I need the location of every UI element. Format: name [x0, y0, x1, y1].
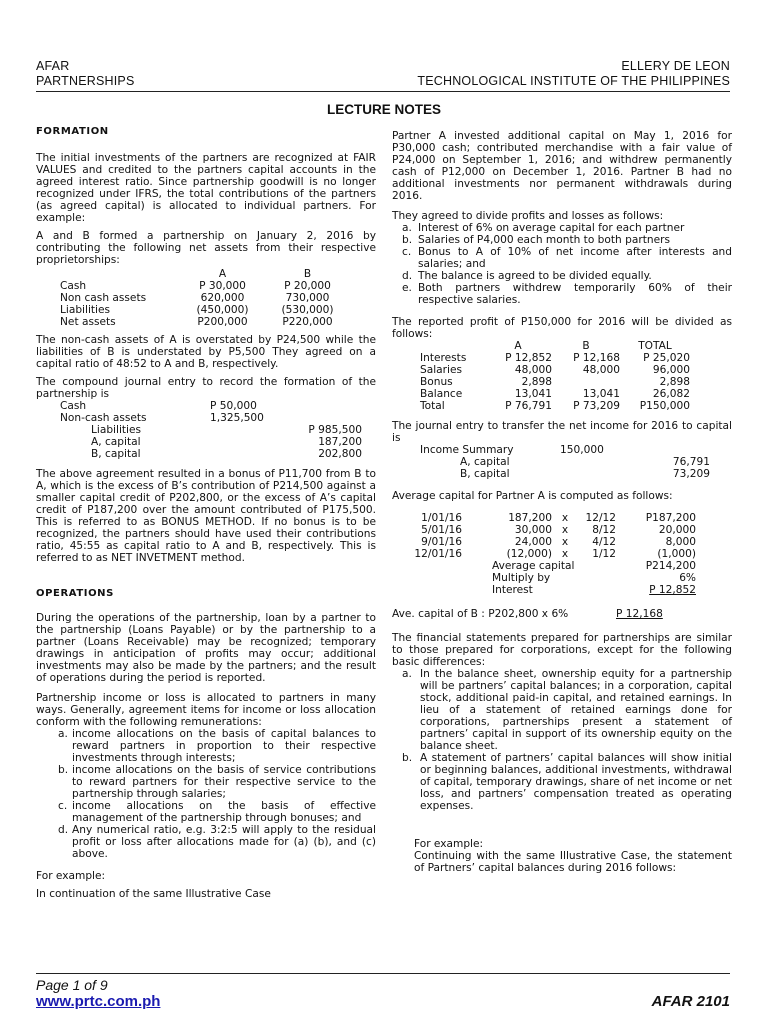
- header-row-1: [36, 59, 730, 73]
- table-row: Multiply by 6%: [492, 572, 696, 584]
- for-example: For example:: [36, 870, 106, 882]
- header-topic: PARTNERSHIPS: [36, 74, 135, 88]
- table-row: Average capital P214,200: [492, 560, 696, 572]
- fs-differences-intro: The financial statements prepared for partnerships are similar to those prepared for corporations, except for the following basic differences:: [392, 632, 732, 668]
- header-institution: TECHNOLOGICAL INSTITUTE OF THE PHILIPPINES: [417, 74, 730, 88]
- table-row: 9/01/16 24,000 x 4/12 8,000: [421, 536, 696, 548]
- page-number: Page 1 of 9: [36, 977, 108, 993]
- list-item: b. Salaries of P4,000 each month to both partners: [402, 234, 670, 246]
- remunerations-list: [58, 728, 376, 860]
- list-item: c. income allocations on the basis of effective management of the partnership through bonuses; and: [58, 800, 376, 824]
- journal-intro: The compound journal entry to record the formation of the partnership is: [36, 376, 376, 400]
- statement-intro: Continuing with the same Illustrative Case, the statement of Partners’ capital balances during 2016 follows:: [414, 850, 732, 874]
- left-column: [36, 126, 376, 900]
- bonus-method-text: The above agreement resulted in a bonus of P11,700 from B to A, which is the excess of B’s contribution of P214,500 against a smaller capital credit of P202,800, or the excess of A’s capital credit of P187,200 over the amount contributed of P175,500. This is referred to as BONUS METHOD. If no bonus is to be recognized, the partners should have used their contributions ratio, 45:55 as capital ratio to A and B, respectively. This is referred to as NET INVETMENT method.: [36, 468, 376, 564]
- page-title: LECTURE NOTES: [326, 102, 441, 117]
- table-row: Liabilities P 985,500: [91, 424, 362, 436]
- website-link[interactable]: www.prtc.com.ph: [36, 993, 161, 1010]
- table-row: Non cash assets 620,000 730,000: [60, 292, 330, 304]
- allocation-text: Partnership income or loss is allocated to partners in many ways. Generally, agreement items for income or loss allocation conform with the following remunerations:: [36, 692, 376, 728]
- overstatement-text: The non-cash assets of A is overstated by P24,500 while the liabilities of B is understated by P5,500 They agreed on a capital ratio of 48:52 to A and B, respectively.: [36, 334, 376, 370]
- right-column: [392, 130, 732, 874]
- formation-intro: The initial investments of the partners are recognized at FAIR VALUES and credited to the partners capital accounts in the agreed interest ratio. Since partnership goodwill is no longer recognized under IFRS, the total contributions of the partners (as agreed capital) is allocated to individual partners. For example:: [36, 152, 376, 224]
- table-row: Salaries 48,000 48,000 96,000: [420, 364, 690, 376]
- assets-table: A B Cash P 30,000 P 20,000 Non cash assets 620,000 730,000 Liabilities (450,000) (530,000) Net assets P200,000 P220,000: [60, 268, 350, 328]
- table-row: Bonus 2,898 2,898: [420, 376, 690, 388]
- header-subject: AFAR: [36, 59, 70, 73]
- table-row: Cash P 30,000 P 20,000: [60, 280, 331, 292]
- table-row: B, capital 202,800: [91, 448, 362, 460]
- list-item: d. Any numerical ratio, e.g. 3:2:5 will apply to the residual profit or loss after allocations made for (a) (b), and (c) above.: [58, 824, 376, 860]
- table-row: Ave. capital of B : P202,800 x 6% P 12,168: [392, 608, 663, 620]
- header-rule: [36, 91, 730, 92]
- footer-rule: [36, 973, 730, 974]
- header-row-2: [36, 74, 730, 88]
- net-income-journal: [420, 444, 710, 480]
- table-row: B, capital 73,209: [460, 468, 710, 480]
- interest-b-value: P 12,168: [616, 608, 663, 620]
- formation-heading: FORMATION: [36, 126, 109, 137]
- list-item: b. income allocations on the basis of service contributions to reward partners for their respective service to the partnership through salaries;: [58, 764, 376, 800]
- table-row: Net assets P200,000 P220,000: [60, 316, 333, 328]
- table-row: Interests P 12,852 P 12,168 P 25,020: [420, 352, 690, 364]
- list-item: a. income allocations on the basis of capital balances to reward partners in proportion to their respective investments through interests;: [58, 728, 376, 764]
- profit-terms-list: [402, 222, 732, 306]
- table-row: 1/01/16 187,200 x 12/12 P187,200: [421, 512, 696, 524]
- ave-capital-b: [392, 608, 663, 620]
- operations-text: During the operations of the partnership, loan by a partner to the partnership (Loans Payable) or by the partnership to a partner (Loans Receivable) may be recognized; temporary drawings in anticipation of profits may occur; additional investments may also be made by the partners; and the result of operations during the period is reported.: [36, 612, 376, 684]
- list-item: c. Bonus to A of 10% of net income after interests and salaries; and: [402, 246, 732, 270]
- formation-journal: [60, 400, 362, 460]
- list-item: a. In the balance sheet, ownership equity for a partnership will be partners’ capital balances; in a corporation, capital stock, additional paid-in capital, and retained earnings. In lieu of a statement of retained earnings done for corporations, partnerships present a statement of partners’ capital in support of its ownership equity on the balance sheet.: [402, 668, 732, 752]
- table-row: Total P 76,791 P 73,209 P150,000: [420, 400, 690, 412]
- table-row: A, capital 187,200: [91, 436, 362, 448]
- fs-differences-list: [402, 668, 732, 812]
- formation-example: A and B formed a partnership on January 2, 2016 by contributing the following net assets from their respective proprietorships:: [36, 230, 376, 266]
- continuation-text: In continuation of the same Illustrative Case: [36, 888, 271, 900]
- table-row: A, capital 76,791: [460, 456, 710, 468]
- list-item: b. A statement of partners’ capital balances will show initial or beginning balances, additional investments, withdrawal of capital, temporary drawings, share of net income or net loss, and partners’ compensation treated as operating expenses.: [402, 752, 732, 812]
- table-row: Cash P 50,000: [60, 400, 257, 412]
- table-row: 12/01/16 (12,000) x 1/12 (1,000): [414, 548, 696, 560]
- table-row: Balance 13,041 13,041 26,082: [420, 388, 690, 400]
- interest-a-value: P 12,852: [649, 584, 696, 596]
- table-row: Liabilities (450,000) (530,000): [60, 304, 334, 316]
- reported-profit-text: The reported profit of P150,000 for 2016 will be divided as follows:: [392, 316, 732, 340]
- net-income-journal-intro: The journal entry to transfer the net income for 2016 to capital is: [392, 420, 732, 444]
- list-item: a. Interest of 6% on average capital for each partner: [402, 222, 685, 234]
- avg-capital-intro: Average capital for Partner A is computed as follows:: [392, 490, 673, 502]
- additional-capital-text: Partner A invested additional capital on May 1, 2016 for P30,000 cash; contributed merchandise with a fair value of P24,000 on September 1, 2016; and withdrew permanently cash of P12,000 on December 1, 2016. Partner B had no additional investments nor permanent withdrawals during 2016.: [392, 130, 732, 202]
- table-row: Income Summary 150,000: [420, 444, 604, 456]
- avg-capital-table: [400, 512, 696, 596]
- profit-division-table: A B TOTAL Interests P 12,852 P 12,168 P 25,020 Salaries 48,000 48,000 96,000 Bonus 2,898 2,898 Balance 13,041 13,041 26,082 Total P 76,791 P 73,209 P150,000: [420, 340, 690, 412]
- table-row: Non-cash assets 1,325,500: [60, 412, 264, 424]
- table-row: Interest P 12,852: [492, 584, 696, 596]
- operations-heading: OPERATIONS: [36, 588, 114, 599]
- list-item: d. The balance is agreed to be divided equally.: [402, 270, 652, 282]
- for-example-right: For example:: [414, 838, 484, 850]
- profit-sharing-intro: They agreed to divide profits and losses as follows:: [392, 210, 664, 222]
- header-author: ELLERY DE LEON: [621, 59, 730, 73]
- list-item: e. Both partners withdrew temporarily 60% of their respective salaries.: [402, 282, 732, 306]
- course-code: AFAR 2101: [651, 993, 730, 1010]
- table-row: 5/01/16 30,000 x 8/12 20,000: [421, 524, 696, 536]
